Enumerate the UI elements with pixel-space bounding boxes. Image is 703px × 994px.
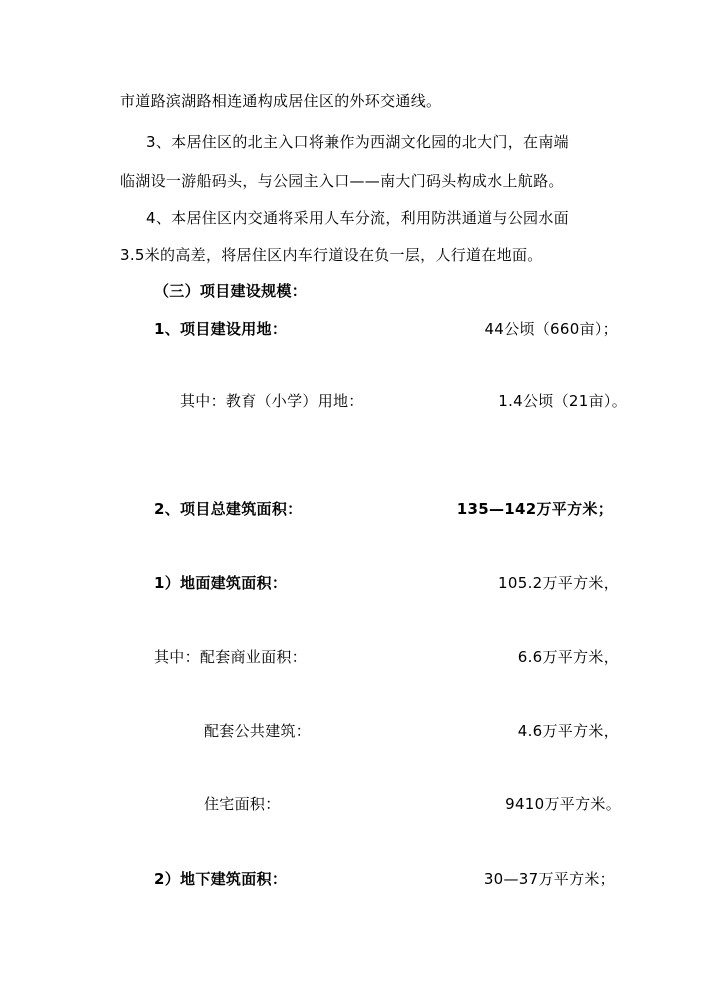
item-label: 1、项目建设用地： <box>154 320 288 338</box>
item-value: 135—142万平方米； <box>456 500 613 518</box>
item-label: 2、项目总建筑面积： <box>154 500 303 518</box>
item-value: 1.4公顷（21亩）。 <box>498 392 627 410</box>
section-title: （三）项目建设规模： <box>154 282 308 300</box>
item-label: 其中：配套商业面积： <box>154 648 308 666</box>
paragraph-north-entrance-cont: 临湖设一游船码头，与公园主入口——南大门码头构成水上航路。 <box>120 172 564 190</box>
item-label: 住宅面积： <box>204 795 281 813</box>
item-value: 30—37万平方米； <box>483 870 615 888</box>
item-value: 4.6万平方米， <box>517 722 619 740</box>
paragraph-traffic-separation-cont: 3.5米的高差，将居住区内车行道设在负一层，人行道在地面。 <box>120 246 543 264</box>
item-label: 配套公共建筑： <box>204 722 312 740</box>
item-value: 105.2万平方米， <box>498 574 619 592</box>
item-label: 其中：教育（小学）用地： <box>180 392 364 410</box>
item-value: 44公顷（660亩）； <box>484 320 618 338</box>
paragraph-traffic-ring: 市道路滨湖路相连通构成居住区的外环交通线。 <box>120 92 442 110</box>
item-label: 1）地面建筑面积： <box>154 574 288 592</box>
item-label: 2）地下建筑面积： <box>154 870 288 888</box>
paragraph-north-entrance: 3、本居住区的北主入口将兼作为西湖文化园的北大门，在南端 <box>146 133 569 151</box>
item-value: 9410万平方米。 <box>505 795 621 813</box>
item-value: 6.6万平方米， <box>517 648 619 666</box>
paragraph-traffic-separation: 4、本居住区内交通将采用人车分流，利用防洪通道与公园水面 <box>146 209 569 227</box>
